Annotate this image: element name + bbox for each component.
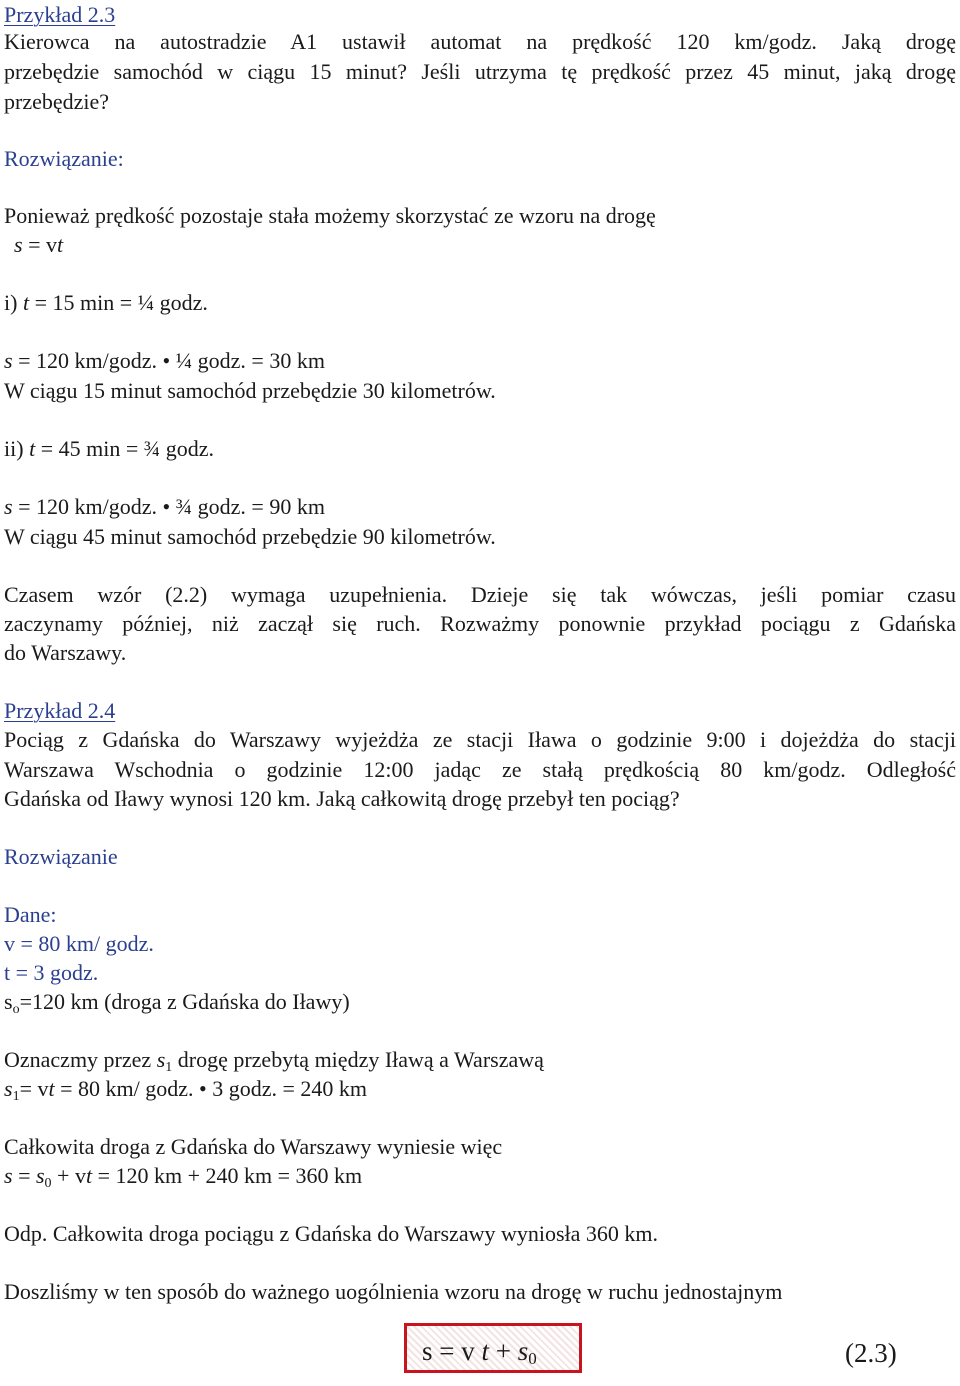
solution-heading-2-4: Rozwiązanie — [4, 844, 118, 869]
example-2-3-text-line-3: przebędzie? — [4, 89, 110, 114]
given-label: Dane: — [4, 902, 57, 927]
total-distance-calculation: $s = s_0$ + vt = 120 km + 240 km = 360 km — [4, 1163, 363, 1191]
transition-line-2: zaczynamy później, niż zaczął się ruch. Rozważmy ponownie przykład pociągu z Gdańska — [4, 611, 956, 636]
transition-line-1: Czasem wzór (2.2) wymaga uzupełnienia. Dzieje się tak wówczas, jeśli pomiar czasu — [4, 582, 956, 607]
s1-calculation: $s_1=$ vt = 80 km/ godz. • 3 godz. = 240 km — [4, 1076, 367, 1104]
case-ii-time: ii) t = 45 min = ¾ godz. — [4, 436, 214, 461]
solution-heading-2-3: Rozwiązanie: — [4, 146, 124, 171]
case-i-time: i) t = 15 min = ¼ godz. — [4, 290, 208, 315]
solution-intro: Ponieważ prędkość pozostaje stała możemy skorzystać ze wzoru na drogę — [4, 203, 656, 228]
case-i-conclusion: W ciągu 15 minut samochód przebędzie 30 kilometrów. — [4, 378, 496, 403]
case-ii-calculation: s = 120 km/godz. • ¾ godz. = 90 km — [4, 494, 325, 519]
formula-number: (2.3) — [845, 1338, 897, 1368]
formula-s-vt: s = vt — [14, 232, 64, 257]
given-time: t = 3 godz. — [4, 960, 99, 985]
given-velocity: v = 80 km/ godz. — [4, 931, 154, 956]
given-initial-distance: $s_o=120$ km (droga z Gdańska do Iławy) — [4, 989, 350, 1017]
answer: Odp. Całkowita droga pociągu z Gdańska do Warszawy wyniosła 360 km. — [4, 1221, 659, 1246]
generalization-text: Doszliśmy w ten sposób do ważnego uogólnienia wzoru na drogę w ruchu jednostajnym — [4, 1279, 783, 1304]
example-2-4-text-line-2: Warszawa Wschodnia o godzinie 12:00 jadąc ze stałą prędkością 80 km/godz. Odległość — [4, 757, 956, 782]
case-i-calculation: s = 120 km/godz. • ¼ godz. = 30 km — [4, 348, 325, 373]
example-2-4-text-line-3: Gdańska od Iławy wynosi 120 km. Jaką całkowitą drogę przebył ten pociąg? — [4, 786, 680, 811]
transition-line-3: do Warszawy. — [4, 640, 127, 665]
denote-s1: Oznaczmy przez $s_1$ drogę przebytą między Iławą a Warszawą — [4, 1047, 544, 1075]
example-2-3-title: Przykład 2.3 — [4, 2, 116, 27]
case-ii-conclusion: W ciągu 45 minut samochód przebędzie 90 kilometrów. — [4, 524, 496, 549]
example-2-4-title: Przykład 2.4 — [4, 698, 116, 723]
formula-2-3: s = v $t + s_0$ — [422, 1336, 537, 1368]
total-distance-text: Całkowita droga z Gdańska do Warszawy wyniesie więc — [4, 1134, 503, 1159]
example-2-3-text-line-1: Kierowca na autostradzie A1 ustawił automat na prędkość 120 km/godz. Jaką drogę — [4, 29, 956, 54]
example-2-4-text-line-1: Pociąg z Gdańska do Warszawy wyjeżdża ze stacji Iława o godzinie 9:00 i dojeżdża do stacji — [4, 727, 956, 752]
example-2-3-text-line-2: przebędzie samochód w ciągu 15 minut? Jeśli utrzyma tę prędkość przez 45 minut, jaką drogę — [4, 59, 956, 84]
